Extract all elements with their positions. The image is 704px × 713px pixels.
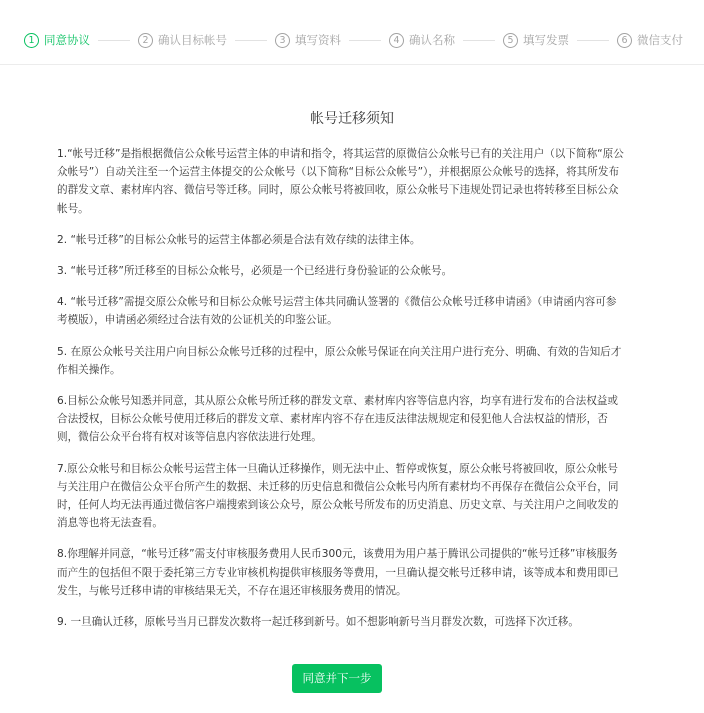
- step-connector: [235, 40, 267, 41]
- agreement-paragraph-5: 5. 在原公众帐号关注用户向目标公众帐号迁移的过程中，原公众帐号保证在向关注用户进行充分、明确、有效的告知后才作相关操作。: [57, 345, 622, 376]
- step-fill-invoice: [503, 32, 569, 48]
- step-fill-info: [275, 32, 341, 48]
- agreement-paragraph-4: 4. “帐号迁移”需提交原公众帐号和目标公众帐号运营主体共同确认签署的《微信公众帐号迁移申请函》（申请函内容可参考模版），申请函必须经过合法有效的公证机关的印鉴公证。: [57, 296, 617, 327]
- step-number: 4: [389, 33, 404, 48]
- step-confirm-target-account: [138, 32, 227, 48]
- agreement-paragraph-3: 3. “帐号迁移”所迁移至的目标公众帐号，必须是一个已经进行身份验证的公众帐号。: [57, 265, 453, 278]
- agreement-paragraph-7: 7.原公众帐号和目标公众帐号运营主体一旦确认迁移操作，则无法中止、暂停或恢复，原公众帐号将被回收，原公众帐号与关注用户在微信公众平台所产生的数据、未迁移的历史信息和微信公众帐号内所有素材均不再保存在微信公众平台，同时，任何人均无法再通过微信客户端搜索到该公众号，原公众帐号所发布的历史消息、历史文章、与关注用户之间收发的消息等也将无法查看。: [57, 462, 619, 530]
- stepper: [24, 30, 683, 50]
- step-number: 2: [138, 33, 153, 48]
- step-wechat-pay: [617, 32, 683, 48]
- step-label: 确认目标帐号: [158, 33, 227, 47]
- page-title: 帐号迁移须知: [310, 111, 394, 127]
- step-connector: [463, 40, 495, 41]
- step-confirm-name: [389, 32, 455, 48]
- step-label: 确认名称: [409, 33, 455, 47]
- header-divider: [0, 64, 704, 65]
- agree-next-button[interactable]: 同意并下一步: [292, 664, 382, 693]
- step-label: 微信支付: [637, 33, 683, 47]
- step-number: 3: [275, 33, 290, 48]
- step-connector: [349, 40, 381, 41]
- step-label: 填写资料: [295, 33, 341, 47]
- step-label: 同意协议: [44, 33, 90, 47]
- agreement-paragraph-8: 8.你理解并同意，“帐号迁移”需支付审核服务费用人民币300元，该费用为用户基于腾讯公司提供的“帐号迁移”审核服务而产生的包括但不限于委托第三方专业审核机构提供审核服务等费用，一旦确认提交帐号迁移申请，该等成本和费用即已发生，与帐号迁移申请的审核结果无关，不存在退还审核服务费用的情况。: [57, 548, 619, 597]
- step-number: 5: [503, 33, 518, 48]
- step-connector: [98, 40, 130, 41]
- step-number: 1: [24, 33, 39, 48]
- agreement-paragraph-2: 2. “帐号迁移”的目标公众帐号的运营主体都必须是合法有效存续的法律主体。: [57, 233, 421, 246]
- step-number: 6: [617, 33, 632, 48]
- agreement-paragraph-1: 1.“帐号迁移”是指根据微信公众帐号运营主体的申请和指令，将其运营的原微信公众帐号已有的关注用户（以下简称“原公众帐号”）自动关注至一个运营主体提交的公众帐号（以下简称“目标公众帐号”），并根据原公众帐号的选择，将其所发布的群发文章、素材库内容、微信号等迁移。同时，原公众帐号将被回收，原公众帐号下违规处罚记录也将转移至目标公众帐号。: [57, 148, 624, 215]
- step-connector: [577, 40, 609, 41]
- agreement-content: [57, 145, 625, 644]
- step-label: 填写发票: [523, 33, 569, 47]
- agreement-paragraph-9: 9. 一旦确认迁移，原帐号当月已群发次数将一起迁移到新号。如不想影响新号当月群发次数，可选择下次迁移。: [57, 616, 579, 629]
- step-agree-protocol: [24, 32, 90, 48]
- agreement-paragraph-6: 6.目标公众帐号知悉并同意，其从原公众帐号所迁移的群发文章、素材库内容等信息内容，均享有进行发布的合法权益或合法授权，目标公众帐号使用迁移后的群发文章、素材库内容不存在违反法律法规规定和侵犯他人合法权益的情形，否则，微信公众平台将有权对该等信息内容依法进行处理。: [57, 395, 618, 444]
